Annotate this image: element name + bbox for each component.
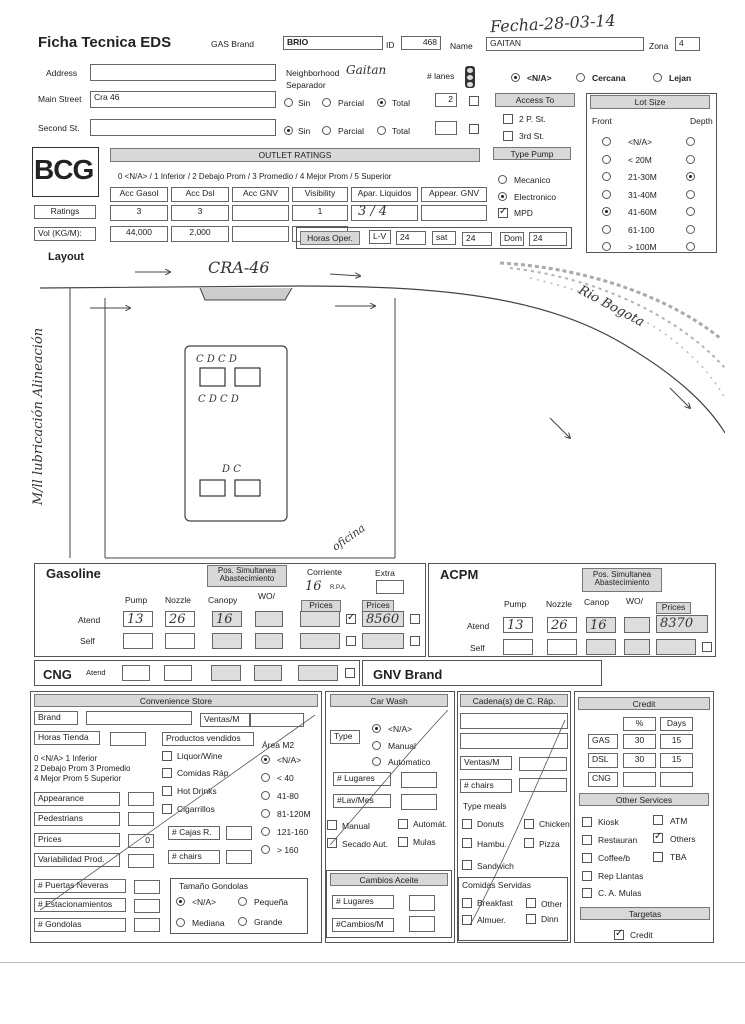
- credit-card-checkbox[interactable]: [614, 930, 624, 940]
- gas-brand-label: GAS Brand: [211, 39, 254, 49]
- gas-self-label: Self: [80, 636, 95, 646]
- gas-pump-hand: 13: [127, 612, 144, 627]
- donuts-label: Donuts: [477, 819, 504, 829]
- apar-liquidos-handwritten: 3 / 4: [358, 204, 388, 219]
- gas-atend-label: Atend: [78, 615, 101, 625]
- lot-size-option-label: 21-30M: [628, 172, 657, 182]
- address-field[interactable]: [90, 64, 276, 81]
- gas-atend-pump-field[interactable]: [123, 611, 153, 627]
- lot-depth-radio[interactable]: [686, 207, 695, 216]
- second-parcial-radio[interactable]: [322, 126, 331, 135]
- lv-field[interactable]: 24: [396, 231, 426, 245]
- targetas-title: Targetas: [580, 907, 710, 920]
- cambios-field[interactable]: [409, 916, 435, 932]
- outlet-col-header: Appear. GNV: [421, 187, 487, 202]
- restaurant-label: Restauran: [598, 835, 638, 845]
- office-handwritten: oficina: [329, 521, 368, 554]
- cajas-label: # Cajas R.: [168, 826, 220, 840]
- acpm-atend-canop-field[interactable]: [586, 617, 616, 633]
- carwash-automatico-label: Automatico: [388, 757, 431, 767]
- traffic-light-icon: [465, 66, 475, 88]
- lot-front-radio[interactable]: [602, 172, 611, 181]
- area-option-label: 81-120M: [277, 809, 311, 819]
- lot-depth-radio[interactable]: [686, 242, 695, 251]
- proximity-na-label: <N/A>: [527, 73, 552, 83]
- rpa-label: R.P.A.: [330, 585, 347, 591]
- neighborhood-handwritten: Gaitan: [346, 63, 387, 77]
- carwash-automat-label: Automát.: [413, 819, 448, 829]
- acpm-pos-sim: Pos. Simultanea Abastecimiento: [582, 568, 662, 592]
- almuer-label: Almuer.: [477, 915, 506, 925]
- gas-atend-nozzle-field[interactable]: [165, 611, 195, 627]
- acpm-nozzle-label: Nozzle: [546, 599, 572, 609]
- appearance-label: Appearance: [34, 792, 120, 806]
- gas-self-extra-field[interactable]: [362, 633, 404, 649]
- carwash-lav-label: #Lav/Mes: [333, 794, 391, 808]
- acpm-atend-nozzle-field[interactable]: [547, 617, 577, 633]
- date-handwritten: Fecha-28-03-14: [489, 10, 617, 37]
- gas-self-wo-field[interactable]: [255, 633, 283, 649]
- lot-front-radio[interactable]: [602, 207, 611, 216]
- credit-card-label: Credit: [630, 930, 653, 940]
- proximity-na-radio[interactable]: [511, 73, 520, 82]
- name-label: Name: [450, 41, 473, 51]
- pump-mecanico-radio[interactable]: [498, 175, 507, 184]
- gondola-size-label: Tamaño Gondolas: [179, 881, 248, 891]
- outlet-scale-legend: 0 <N/A> / 1 Inferior / 2 Debajo Prom / 3 Promedio / 4 Mejor Prom / 5 Superior: [118, 172, 392, 181]
- sin-label-2: Sin: [298, 126, 311, 136]
- separador-total-radio[interactable]: [377, 98, 386, 107]
- store-chairs-label: # chairs: [168, 850, 220, 864]
- credit-pct-field[interactable]: [623, 772, 656, 787]
- proximity-lejana-radio[interactable]: [653, 73, 662, 82]
- gas-extra-checkbox[interactable]: [410, 614, 420, 624]
- breakfast-label: Breakfast: [477, 898, 513, 908]
- name-field[interactable]: GAITAN: [486, 37, 644, 51]
- lot-size-option-label: <N/A>: [628, 137, 653, 147]
- id-field[interactable]: 468: [401, 36, 441, 50]
- outlet-ratings-title: OUTLET RATINGS: [110, 148, 480, 162]
- main-street-label: Main Street: [38, 94, 82, 104]
- credit-days-field[interactable]: 15: [660, 734, 693, 749]
- store-scale-a: 0 <N/A> 1 Inferior: [34, 754, 98, 763]
- type-meals-label: Type meals: [463, 801, 507, 811]
- credit-days-field[interactable]: 15: [660, 753, 693, 768]
- sat-field[interactable]: 24: [462, 232, 492, 246]
- credit-row-label: GAS: [588, 734, 618, 749]
- chains-chairs-label: # chairs: [460, 779, 512, 793]
- sin-label: Sin: [298, 98, 311, 108]
- cigarrillos-label: Cigarrillos: [177, 804, 215, 814]
- lot-depth-radio[interactable]: [686, 172, 695, 181]
- gas-price-checkbox[interactable]: [346, 614, 356, 624]
- acpm-self-price-checkbox[interactable]: [702, 642, 712, 652]
- gas-prices-label: Prices: [301, 600, 341, 612]
- street-handwritten: CRA-46: [208, 258, 270, 277]
- acpm-self-nozzle-field[interactable]: [547, 639, 577, 655]
- carwash-na-label: <N/A>: [388, 724, 413, 734]
- carwash-title: Car Wash: [330, 694, 448, 707]
- gas-atend-price-field[interactable]: [300, 611, 340, 627]
- credit-days-field[interactable]: [660, 772, 693, 787]
- gas-pump-label: Pump: [125, 595, 148, 605]
- comidas-label: Comidas Ráp.: [177, 768, 231, 778]
- cng-price-checkbox[interactable]: [345, 668, 355, 678]
- pump-marks-mid: C D C D: [198, 394, 239, 405]
- pump-electronico-label: Electronico: [514, 192, 557, 202]
- restaurant-checkbox[interactable]: [582, 835, 592, 845]
- liquor-label: Liquor/Wine: [177, 751, 223, 761]
- gnv-brand-label: GNV Brand: [373, 667, 443, 682]
- outlet-rating-field[interactable]: 1: [292, 205, 348, 221]
- dinn-label: Dinn: [541, 914, 559, 924]
- access-2pst-checkbox[interactable]: [503, 114, 513, 124]
- second-st-field[interactable]: [90, 119, 276, 136]
- pump-mecanico-label: Mecanico: [514, 175, 551, 185]
- lot-size-option-label: 31-40M: [628, 189, 657, 200]
- gas-extra-price-hand: 8560: [366, 612, 400, 627]
- outlet-col-header: Acc Gasol: [110, 187, 168, 202]
- gas-self-price-field[interactable]: [300, 633, 340, 649]
- ratings-label: Ratings: [34, 205, 96, 219]
- cng-pump-field[interactable]: [122, 665, 150, 681]
- store-brand-label: Brand: [34, 711, 78, 725]
- acpm-atend-price-field[interactable]: [656, 615, 708, 633]
- lot-depth-label: Depth: [690, 116, 713, 126]
- access-3rdst-checkbox[interactable]: [503, 131, 513, 141]
- lanes-field-2[interactable]: [435, 121, 457, 135]
- gas-wo-label: WO/: [258, 591, 275, 601]
- lot-size-option-label: 61-100: [628, 224, 655, 235]
- variabilidad-label: Variabilidad Prod.: [34, 853, 120, 867]
- gondola-na-label: <N/A>: [192, 897, 217, 907]
- outlet-vol-field[interactable]: 2,000: [171, 226, 229, 242]
- credit-title: Credit: [578, 697, 710, 710]
- puertas-label: # Puertas Neveras: [34, 879, 126, 893]
- carwash-lugares-label: # Lugares: [333, 772, 391, 786]
- lot-depth-radio[interactable]: [686, 137, 695, 146]
- bcg-logo-text: BCG: [34, 154, 94, 185]
- atm-label: ATM: [670, 816, 688, 826]
- gas-self-price-checkbox[interactable]: [346, 636, 356, 646]
- lot-front-radio[interactable]: [602, 190, 611, 199]
- lot-depth-radio[interactable]: [686, 190, 695, 199]
- pump-mpd-checkbox[interactable]: [498, 208, 508, 218]
- acpm-self-pump-field[interactable]: [503, 639, 533, 655]
- rep-llantas-label: Rep Llantas: [598, 871, 644, 881]
- lot-front-radio[interactable]: [602, 225, 611, 234]
- ca-mulas-label: C. A. Mulas: [598, 888, 642, 898]
- carwash-strike-line: [330, 710, 450, 850]
- coffee-label: Coffee/b: [598, 853, 630, 863]
- chains-ventas-label: Ventas/M: [460, 756, 512, 770]
- area-option-label: 121-160: [277, 827, 309, 837]
- other-services-title: Other Services: [579, 793, 709, 806]
- gas-canopy-hand: 16: [216, 612, 233, 627]
- credit-row-label: CNG: [588, 772, 618, 787]
- credit-pct-field[interactable]: 30: [623, 753, 656, 768]
- credit-days-header: Days: [660, 717, 693, 731]
- main-street-field[interactable]: Cra 46: [90, 91, 276, 108]
- acpm-pump-hand: 13: [507, 618, 524, 633]
- pump-marks-top: C D C D: [196, 354, 237, 365]
- credit-pct-header: %: [623, 717, 656, 731]
- tba-label: TBA: [670, 852, 687, 862]
- pump-mpd-label: MPD: [514, 208, 533, 218]
- estacionamientos-label: # Estacionamientos: [34, 898, 126, 912]
- store-strike-line: [40, 715, 320, 915]
- store-scale-b: 2 Debajo Prom 3 Promedio: [34, 764, 131, 773]
- type-pump-title: Type Pump: [493, 147, 571, 160]
- cambios-lugares-field[interactable]: [409, 895, 435, 911]
- page-bottom-rule: [0, 962, 745, 963]
- area-label: Área M2: [262, 740, 295, 750]
- side-handwritten: M/ll lubricación Alineación: [31, 327, 47, 506]
- total-label: Total: [392, 98, 410, 108]
- layout-label: Layout: [48, 251, 85, 263]
- lanes-field[interactable]: 2: [435, 93, 457, 107]
- extra-label: Extra: [375, 568, 395, 578]
- prices-label: Prices: [34, 833, 120, 847]
- cambios-lugares-label: # Lugares: [332, 895, 394, 909]
- pizza-label: Pizza: [539, 839, 560, 849]
- gas-prices-label-2: Prices: [362, 600, 394, 612]
- pump-marks-low: D C: [222, 464, 241, 475]
- cng-price-field[interactable]: [298, 665, 338, 681]
- gas-nozzle-label: Nozzle: [165, 595, 191, 605]
- acpm-wo-label: WO/: [626, 596, 643, 606]
- proximity-lejana-label: Lejan: [669, 73, 692, 83]
- kiosk-checkbox[interactable]: [582, 817, 592, 827]
- outlet-vol-field[interactable]: 44,000: [110, 226, 168, 242]
- dom-label: Dom: [500, 232, 524, 246]
- gas-self-extra-checkbox[interactable]: [410, 636, 420, 646]
- coffee-checkbox[interactable]: [582, 853, 592, 863]
- gondola-pequena-label: Pequeña: [254, 897, 289, 907]
- lot-depth-radio[interactable]: [686, 155, 695, 164]
- outlet-rating-field[interactable]: 3: [110, 205, 168, 221]
- id-label: ID: [386, 40, 395, 50]
- cng-nozzle-field[interactable]: [164, 665, 192, 681]
- area-option-label: 41-80: [277, 791, 299, 801]
- chicken-label: Chicken: [539, 819, 570, 829]
- acpm-self-canop-field[interactable]: [586, 639, 616, 655]
- store-title: Convenience Store: [34, 694, 318, 707]
- chains-title: Cadena(s) de C. Ráp.: [460, 694, 568, 707]
- lot-size-option-label: < 20M: [628, 154, 652, 165]
- prices-field[interactable]: 0: [128, 834, 154, 848]
- access-3rdst-label: 3rd St.: [519, 131, 545, 141]
- carwash-type-label: Type: [330, 730, 360, 744]
- gas-atend-wo-field[interactable]: [255, 611, 283, 627]
- parcial-label-2: Parcial: [338, 126, 364, 136]
- credit-row-label: DSL: [588, 753, 618, 768]
- gas-self-canopy-field[interactable]: [212, 633, 242, 649]
- parcial-label: Parcial: [338, 98, 364, 108]
- carwash-secado-label: Secado Aut.: [342, 839, 388, 849]
- lot-front-radio[interactable]: [602, 155, 611, 164]
- sat-label: sat: [432, 231, 456, 245]
- gondola-mediana-label: Mediana: [192, 918, 225, 928]
- gas-brand-field[interactable]: BRIO: [283, 36, 383, 50]
- lot-front-radio[interactable]: [602, 242, 611, 251]
- gas-nozzle-hand: 26: [169, 612, 186, 627]
- proximity-cercana-label: Cercana: [592, 73, 626, 83]
- acpm-atend-label: Atend: [467, 621, 490, 631]
- store-horas-label: Horas Tienda: [34, 731, 100, 745]
- cambios-label: #Cambios/M: [332, 918, 394, 932]
- chains-strike-line: [470, 720, 570, 930]
- carwash-manual-label: Manual: [388, 741, 416, 751]
- gas-self-pump-field[interactable]: [123, 633, 153, 649]
- pedestrians-label: Pedestrians: [34, 812, 120, 826]
- cng-wo-field[interactable]: [254, 665, 282, 681]
- gasoline-pos-sim: Pos. Simultanea Abastecimiento: [207, 565, 287, 587]
- area-option-label: <N/A>: [277, 755, 302, 765]
- gas-canopy-label: Canopy: [208, 595, 238, 605]
- address-label: Address: [46, 68, 78, 78]
- area-option-label: < 40: [277, 773, 294, 783]
- cng-atend-label: Atend: [86, 668, 106, 677]
- extra-field[interactable]: [376, 580, 404, 594]
- gondola-grande-label: Grande: [254, 917, 283, 927]
- hambu-label: Hambu.: [477, 839, 507, 849]
- lot-front-label: Front: [592, 116, 612, 126]
- corriente-mark: 16: [305, 579, 322, 594]
- outlet-col-header: Acc Dsl: [171, 187, 229, 202]
- vol-label: Vol (KG/M):: [34, 227, 96, 241]
- acpm-atend-wo-field[interactable]: [624, 617, 650, 633]
- gas-extra-price-field[interactable]: [362, 611, 404, 627]
- acpm-title: ACPM: [440, 567, 479, 582]
- atm-checkbox[interactable]: [653, 815, 663, 825]
- zona-field[interactable]: 4: [675, 37, 700, 51]
- store-ventas-label: Ventas/M: [200, 713, 250, 727]
- second-total-radio[interactable]: [377, 126, 386, 135]
- ca-mulas-checkbox[interactable]: [582, 888, 592, 898]
- cambios-title: Cambios Aceite: [330, 873, 448, 886]
- sandwich-label: Sandwich: [477, 861, 514, 871]
- gondola-mediana-radio[interactable]: [176, 918, 185, 927]
- total-label-2: Total: [392, 126, 410, 136]
- outlet-rating-field[interactable]: [421, 205, 487, 221]
- form-title: Ficha Tecnica EDS: [38, 34, 172, 51]
- tba-checkbox[interactable]: [653, 852, 663, 862]
- others-label: Others: [670, 834, 696, 844]
- acpm-canop-label: Canop: [584, 597, 610, 607]
- outlet-col-header: Apar. Liquidos: [351, 187, 418, 202]
- other-meal-label: Other: [541, 899, 563, 909]
- separador-sin-radio[interactable]: [284, 98, 293, 107]
- neighborhood-label: Neighborhood: [286, 68, 340, 78]
- gasoline-title: Gasoline: [46, 566, 101, 581]
- second-st-label: Second St.: [38, 123, 80, 133]
- rep-llantas-checkbox[interactable]: [582, 871, 592, 881]
- others-checkbox[interactable]: [653, 833, 663, 843]
- cng-title: CNG: [43, 667, 72, 682]
- outlet-vol-field[interactable]: [232, 226, 289, 242]
- acpm-self-label: Self: [470, 643, 485, 653]
- comidas-servidas-label: Comidas Servidas: [462, 880, 531, 890]
- carwash-mulas-label: Mulas: [413, 837, 436, 847]
- corriente-label: Corriente: [307, 567, 342, 577]
- pump-electronico-radio[interactable]: [498, 192, 507, 201]
- lanes-label: # lanes: [427, 71, 455, 81]
- acpm-canop-hand: 16: [590, 618, 607, 633]
- acpm-pump-label: Pump: [504, 599, 527, 609]
- hot-drinks-label: Hot Drinks: [177, 786, 217, 796]
- lv-label: L-V: [369, 230, 391, 244]
- separador-label: Separador: [286, 80, 326, 90]
- credit-pct-field[interactable]: 30: [623, 734, 656, 749]
- second-sin-radio[interactable]: [284, 126, 293, 135]
- area-option-label: > 160: [277, 845, 299, 855]
- acpm-self-wo-field[interactable]: [624, 639, 650, 655]
- gas-self-nozzle-field[interactable]: [165, 633, 195, 649]
- dom-field[interactable]: 24: [529, 232, 567, 246]
- lot-size-option-label: 41-60M: [628, 207, 657, 217]
- acpm-self-price-field[interactable]: [656, 639, 696, 655]
- lot-depth-radio[interactable]: [686, 225, 695, 234]
- carwash-manual2-label: Manual: [342, 821, 370, 831]
- lot-size-option-label: > 100M: [628, 242, 657, 252]
- cng-canopy-field[interactable]: [211, 665, 241, 681]
- gondolas-field[interactable]: [134, 918, 160, 932]
- acpm-price-hand: 8370: [660, 616, 694, 631]
- store-scale-c: 4 Mejor Prom 5 Superior: [34, 774, 122, 783]
- store-productos-label: Productos vendidos: [162, 732, 254, 746]
- separador-parcial-radio[interactable]: [322, 98, 331, 107]
- acpm-nozzle-hand: 26: [551, 618, 568, 633]
- outlet-col-header: Visibility: [292, 187, 348, 202]
- horas-oper-label: Horas Oper.: [300, 231, 360, 245]
- outlet-rating-field[interactable]: 3: [171, 205, 229, 221]
- access-2pst-label: 2 P. St.: [519, 114, 546, 124]
- proximity-cercana-radio[interactable]: [576, 73, 585, 82]
- outlet-col-header: Acc GNV: [232, 187, 289, 202]
- river-handwritten: Rio Bogota: [575, 282, 647, 331]
- lanes-checkbox[interactable]: [469, 96, 479, 106]
- acpm-prices-label: Prices: [656, 602, 691, 614]
- lanes-checkbox-2[interactable]: [469, 124, 479, 134]
- gas-atend-canopy-field[interactable]: [212, 611, 242, 627]
- acpm-atend-pump-field[interactable]: [503, 617, 533, 633]
- kiosk-label: Kiosk: [598, 817, 619, 827]
- gondolas-label: # Gondolas: [34, 918, 126, 932]
- gondola-grande-radio[interactable]: [238, 917, 247, 926]
- lot-size-title: Lot Size: [590, 95, 710, 109]
- outlet-rating-field[interactable]: [232, 205, 289, 221]
- bcg-logo: [32, 147, 99, 197]
- lot-front-radio[interactable]: [602, 137, 611, 146]
- zona-label: Zona: [649, 41, 669, 51]
- access-to-title: Access To: [495, 93, 575, 107]
